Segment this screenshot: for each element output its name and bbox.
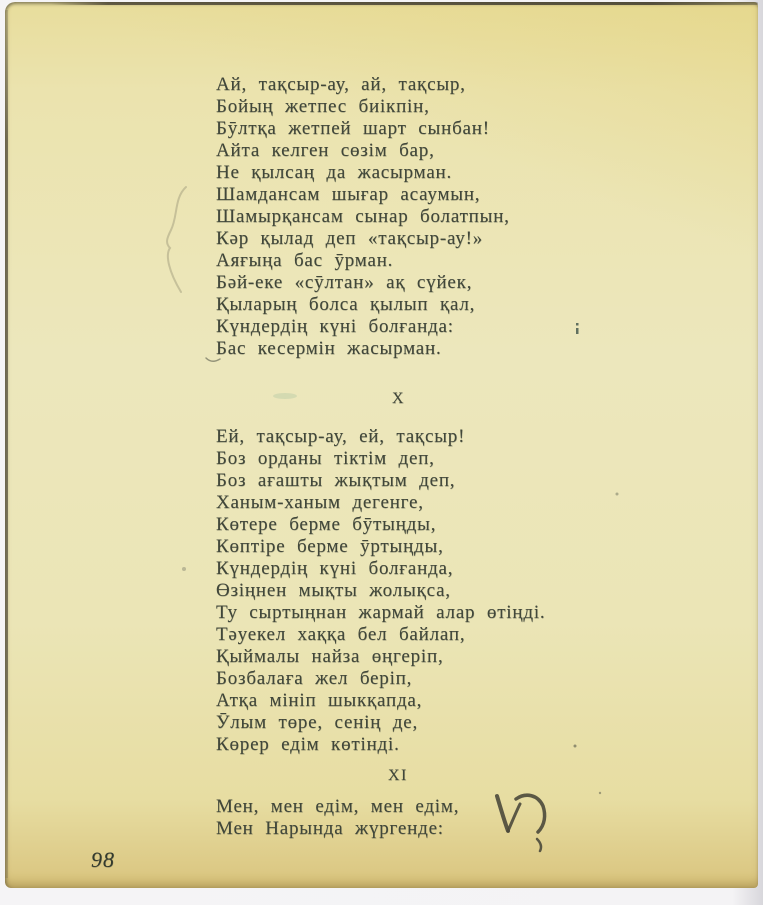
stanza-1 [216, 74, 676, 360]
poem-line: Қыймалы найза өңгеріп, [216, 646, 444, 667]
poem-line: Бойың жетпес биікпін, [216, 96, 430, 117]
poem-line: Өзіңнен мықты жолықса, [216, 580, 451, 601]
poem-line: Аяғыңа бас ӯрман. [216, 250, 394, 271]
poem-line: Мен, мен едім, мен едім, [216, 796, 460, 817]
poem-line: Мен Нарында жүргенде: [216, 818, 444, 839]
book-page [5, 2, 758, 888]
poem-text [216, 74, 676, 840]
poem-line: Көптіре берме ӯртыңды, [216, 536, 444, 557]
poem-line: Кәр қылад деп «тақсыр-ау!» [216, 228, 484, 249]
poem-line: Не қылсаң да жасырман. [216, 162, 453, 183]
poem-line: Тәуекел хаққа бел байлап, [216, 624, 466, 645]
stanza-3 [216, 796, 676, 840]
poem-line: Бӯлтқа жетпей шарт сынбан! [216, 118, 490, 139]
poem-line: Ай, тақсыр-ау, ай, тақсыр, [216, 74, 466, 95]
page-top-edge [51, 2, 758, 5]
poem-line: Айта келген сөзім бар, [216, 140, 435, 161]
section-header-xi: XI [388, 767, 408, 784]
poem-line: Көтере берме бӯтыңды, [216, 514, 437, 535]
poem-line: Ей, тақсыр-ау, ей, тақсыр! [216, 426, 466, 447]
poem-line: Көрер едім көтінді. [216, 734, 400, 755]
poem-line: Ту сыртыңнан жармай алар өтіңді. [216, 602, 546, 623]
poem-line: Ӯлым төре, сенің де, [216, 712, 419, 733]
poem-line: Бәй-еке «сӯлтан» ақ сүйек, [216, 272, 473, 293]
poem-line: Шамдансам шығар асаумын, [216, 184, 481, 205]
poem-line: Бас кесермін жасырман. [216, 338, 442, 359]
poem-line: Боз орданы тіктім деп, [216, 448, 435, 469]
poem-line: Ханым-ханым дегенге, [216, 492, 424, 513]
page-left-edge [5, 10, 8, 878]
section-header-x: X [392, 390, 406, 407]
page-number: 98 [91, 847, 115, 872]
poem-line: Күндердің күні болғанда: [216, 316, 454, 337]
stanza-2 [216, 426, 676, 756]
poem-line: Қыларың болса қылып қал, [216, 294, 476, 315]
poem-line: Шамырқансам сынар болатпын, [216, 206, 510, 227]
poem-line: Күндердің күні болғанда, [216, 558, 454, 579]
poem-line: Атқа мініп шыкқапда, [216, 690, 423, 711]
poem-line: Бозбалаға жел беріп, [216, 668, 413, 689]
poem-line: Боз ағашты жықтым деп, [216, 470, 456, 491]
